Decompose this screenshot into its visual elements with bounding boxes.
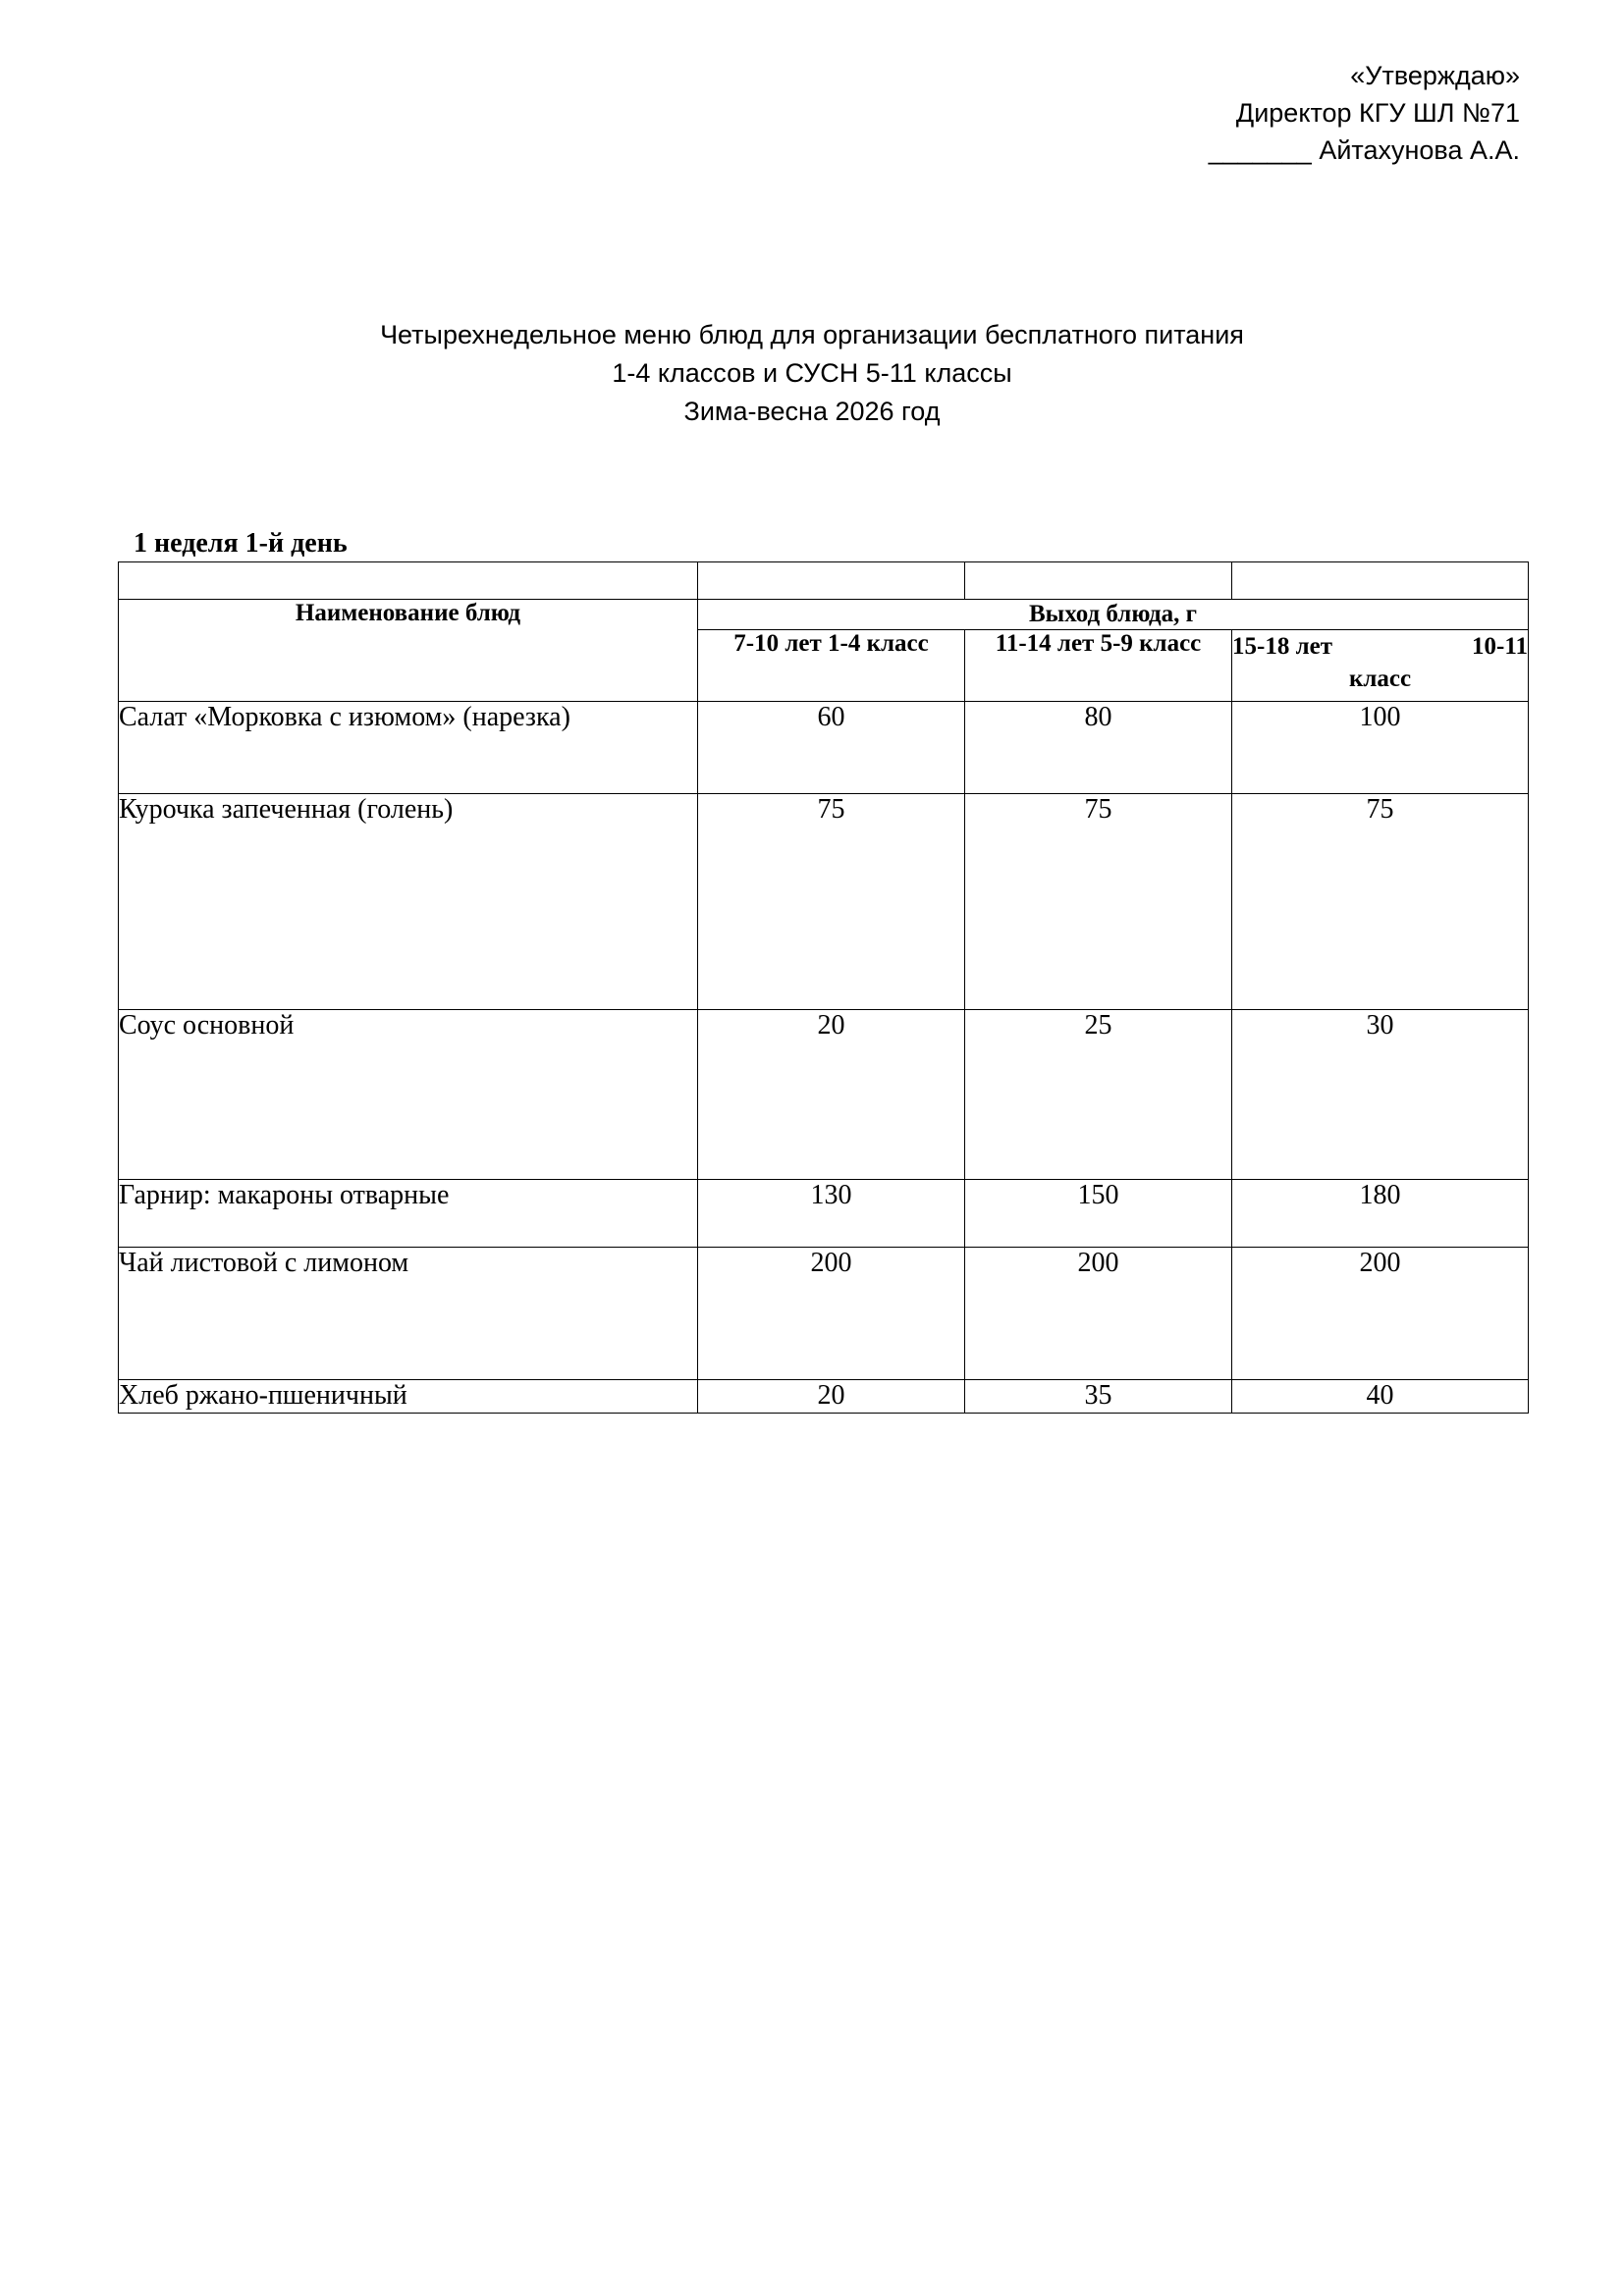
header-row-1: [119, 600, 1529, 630]
blank-cell: [698, 562, 965, 600]
dish-name: Хлеб ржано-пшеничный: [119, 1380, 698, 1414]
yield-11-14: 25: [965, 1010, 1232, 1180]
class-label: класс: [1348, 666, 1412, 692]
yield-15-18: 200: [1232, 1248, 1529, 1380]
title-line-3: Зима-весна 2026 год: [683, 397, 941, 426]
table-row: [119, 1380, 1529, 1414]
yield-7-10: 20: [698, 1380, 965, 1414]
yield-11-14: 35: [965, 1380, 1232, 1414]
table-row: [119, 702, 1529, 794]
approval-block: [931, 57, 1520, 169]
yield-7-10: 60: [698, 702, 965, 794]
title-line-1: Четырехнедельное меню блюд для организации бесплатного питания: [380, 320, 1244, 349]
title-line-2: 1-4 классов и СУСН 5-11 классы: [612, 358, 1012, 388]
dish-name: Чай листовой с лимоном: [119, 1248, 698, 1380]
yield-15-18: 100: [1232, 702, 1529, 794]
dish-name: Салат «Морковка с изюмом» (нарезка): [119, 702, 698, 794]
yield-7-10: 75: [698, 794, 965, 1010]
yield-7-10: 200: [698, 1248, 965, 1380]
approval-title: «Утверждаю»: [1350, 61, 1520, 90]
approval-position: Директор КГУ ШЛ №71: [1235, 98, 1520, 128]
blank-cell: [1232, 562, 1529, 600]
yield-11-14: 200: [965, 1248, 1232, 1380]
table-row: [119, 1010, 1529, 1180]
dish-name: Соус основной: [119, 1010, 698, 1180]
blank-cell: [965, 562, 1232, 600]
blank-header-row: [119, 562, 1529, 600]
table-row: [119, 794, 1529, 1010]
yield-7-10: 130: [698, 1180, 965, 1248]
yield-11-14: 80: [965, 702, 1232, 794]
table-row: [119, 1180, 1529, 1248]
yield-7-10: 20: [698, 1010, 965, 1180]
yield-15-18: 40: [1232, 1380, 1529, 1414]
yield-15-18: 30: [1232, 1010, 1529, 1180]
age-15-18-header: [1232, 630, 1529, 702]
age-11-14-header: 11-14 лет 5-9 класс: [965, 630, 1232, 702]
menu-table: [118, 561, 1529, 1414]
age-15-18-label: 15-18 лет: [1232, 633, 1332, 660]
document-title: [0, 316, 1624, 431]
age-7-10-header: 7-10 лет 1-4 класс: [698, 630, 965, 702]
day-label: 1 неделя 1-й день: [134, 528, 348, 559]
dish-name: Гарнир: макароны отварные: [119, 1180, 698, 1248]
yield-11-14: 150: [965, 1180, 1232, 1248]
yield-header: Выход блюда, г: [698, 600, 1529, 630]
blank-cell: [119, 562, 698, 600]
approval-signature: _______ Айтахунова А.А.: [1208, 135, 1520, 165]
table-row: [119, 1248, 1529, 1380]
grade-10-11-label: 10-11: [1472, 633, 1528, 660]
yield-15-18: 75: [1232, 794, 1529, 1010]
yield-11-14: 75: [965, 794, 1232, 1010]
dish-name: Курочка запеченная (голень): [119, 794, 698, 1010]
dish-name-header: Наименование блюд: [119, 600, 698, 702]
yield-15-18: 180: [1232, 1180, 1529, 1248]
